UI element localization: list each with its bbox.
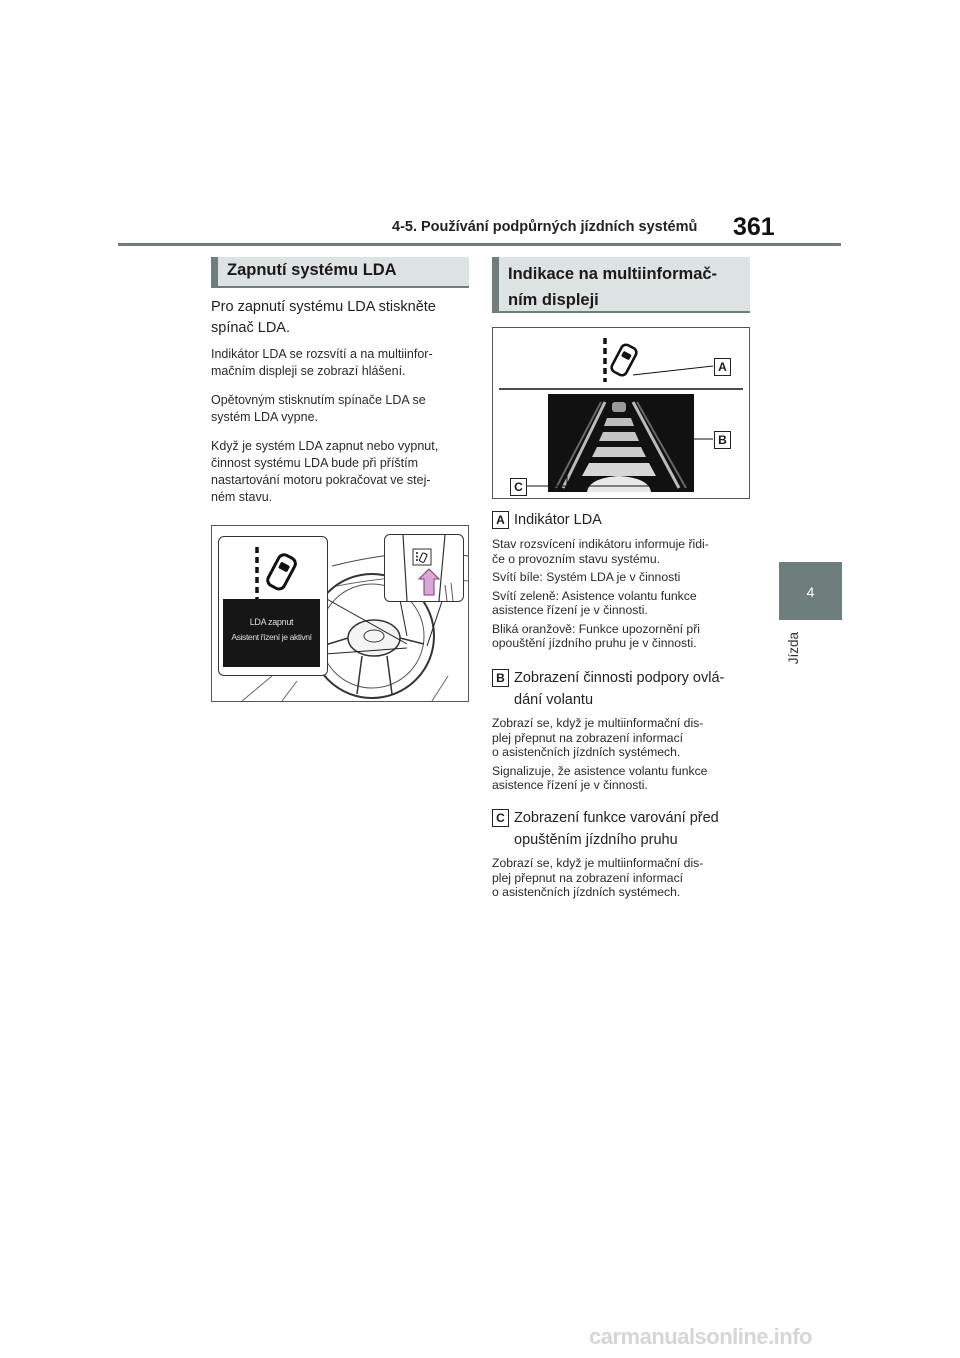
display-message-1: LDA zapnut — [249, 617, 294, 627]
note-line: činnost systému LDA bude při příštím — [211, 456, 419, 470]
right-section-title — [492, 257, 750, 313]
note-line: Zobrazí se, když je multiinformační dis- — [492, 716, 704, 730]
note-line: Indikátor LDA se rozsvítí a na multiinfor- — [211, 347, 433, 361]
left-section-title: Zapnutí systému LDA — [211, 257, 469, 288]
title-line: Zobrazení činnosti podpory ovlá- — [514, 670, 725, 686]
item-b-title — [514, 667, 724, 711]
chapter-tab — [779, 562, 842, 620]
right-title-line: Indikace na multiinformač- — [508, 265, 718, 283]
header-rule — [118, 243, 841, 246]
note-line: Bliká oranžově: Funkce upozornění při — [492, 621, 700, 636]
title-line: opuštěním jízdního pruhu — [514, 832, 678, 848]
lda-switch-drawing — [385, 535, 463, 601]
item-label-c: C — [492, 809, 509, 827]
display-diagram — [493, 328, 749, 498]
note-line: mačním displeji se zobrazí hlášení. — [211, 364, 406, 378]
lead-line: spínač LDA. — [211, 320, 290, 336]
page-number: 361 — [733, 213, 775, 241]
note-line: Svítí zeleně: Asistence volantu funkce — [492, 588, 697, 603]
item-c-title — [514, 807, 719, 851]
note-line: plej přepnut na zobrazení informací — [492, 870, 684, 885]
note-line: Stav rozsvícení indikátoru informuje řidi- — [492, 537, 709, 551]
callout-label-a: A — [714, 358, 731, 376]
note-line: asistence řízení je v činnosti. — [492, 603, 648, 617]
note-line: Když je systém LDA zapnut nebo vypnut, — [211, 439, 439, 453]
multi-info-display-illustration — [492, 327, 750, 499]
display-message-2: Asistent řízení je aktivní — [231, 632, 312, 642]
lane-departure-icon — [243, 543, 303, 603]
note-line: ném stavu. — [211, 490, 273, 504]
chapter-label: Jízda — [786, 632, 801, 665]
lead-paragraph — [211, 297, 436, 339]
title-line: Zobrazení funkce varování před — [514, 810, 719, 826]
note-line: nastartování motoru pokračovat ve stej- — [211, 473, 431, 487]
item-c-notes — [492, 856, 703, 900]
item-label-b: B — [492, 669, 509, 687]
watermark: carmanualsonline.info — [589, 1324, 812, 1349]
item-label-a: A — [492, 511, 509, 529]
callout-label-b: B — [714, 431, 731, 449]
section-heading: 4-5. Používání podpůrných jízdních systémů — [392, 219, 698, 235]
note-paragraph — [211, 346, 433, 380]
item-a-title: Indikátor LDA — [514, 512, 602, 528]
note-line: plej přepnut na zobrazení informací — [492, 730, 684, 745]
lead-line: Pro zapnutí systému LDA stiskněte — [211, 299, 436, 315]
note-line: asistence řízení je v činnosti. — [492, 778, 648, 792]
note-paragraph — [211, 438, 438, 506]
item-b-notes — [492, 716, 707, 793]
note-line: o asistenčních jízdních systémech. — [492, 885, 681, 899]
item-a-notes — [492, 537, 709, 651]
note-line: Opětovným stisknutím spínače LDA se — [211, 393, 426, 407]
display-callout — [218, 536, 328, 676]
title-line: dání volantu — [514, 692, 594, 708]
note-line: če o provozním stavu systému. — [492, 551, 660, 566]
note-line: systém LDA vypne. — [211, 410, 318, 424]
display-screen — [223, 599, 320, 667]
note-line: o asistenčních jízdních systémech. — [492, 745, 681, 759]
note-line: Zobrazí se, když je multiinformační dis- — [492, 856, 704, 870]
note-paragraph — [211, 392, 426, 426]
callout-label-c: C — [510, 478, 527, 496]
note-line: opouštění jízdního pruhu je v činnosti. — [492, 636, 697, 650]
lda-switch-illustration — [211, 525, 469, 702]
chapter-number: 4 — [806, 584, 815, 600]
note-line: Svítí bíle: Systém LDA je v činnosti — [492, 570, 681, 584]
switch-callout — [384, 534, 464, 602]
right-title-line: ním displeji — [508, 291, 599, 309]
note-line: Signalizuje, že asistence volantu funkce — [492, 763, 708, 778]
